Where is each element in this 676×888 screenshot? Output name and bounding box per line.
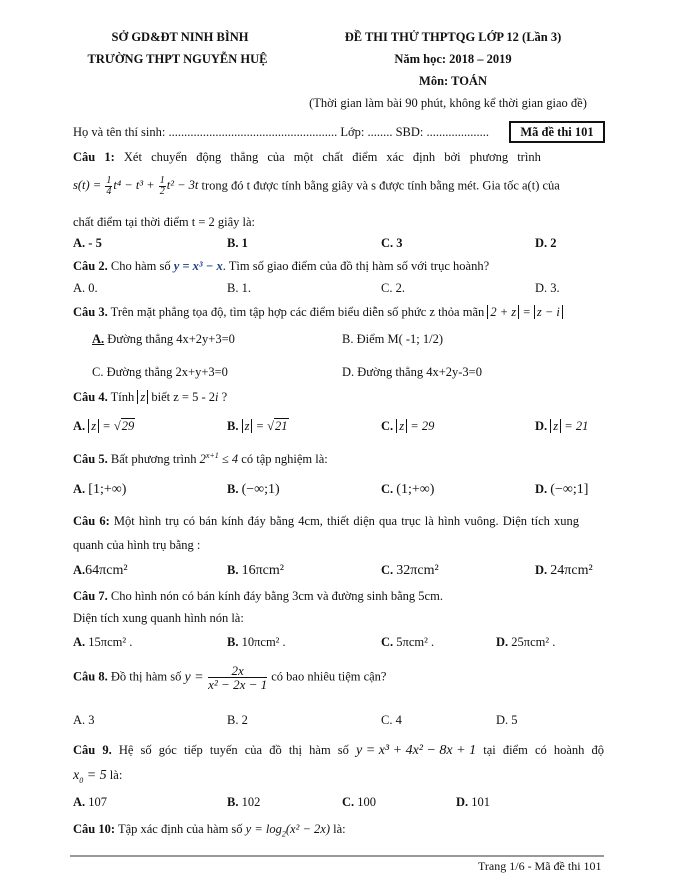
q9-option-c: C. 100 xyxy=(342,795,377,809)
q7-option-b: B. 10πcm² . xyxy=(227,635,286,649)
q4-option-a: A. z = √29 xyxy=(73,419,135,433)
q9-equation: y = x³ + 4x² − 8x + 1 xyxy=(356,743,477,758)
q9-option-a: A. 107 xyxy=(73,795,108,809)
q8-option-a: A. 3 xyxy=(73,713,95,727)
q8-option-d: D. 5 xyxy=(496,713,518,727)
q2-equation: y = x³ − x xyxy=(173,259,223,273)
q3-option-d: D. Đường thẳng 4x+2y-3=0 xyxy=(342,365,482,379)
q7-option-d: D. 25πcm² . xyxy=(496,635,556,649)
q1-option-a: A. - 5 xyxy=(73,236,102,250)
question-6-line1: Câu 6: Một hình trụ có bán kính đáy bằng 4cm, thiết diện qua trục là hình vuông. Diện tích xung xyxy=(73,514,580,528)
q2-option-a: A. 0. xyxy=(73,281,98,295)
q5-option-d: D. (−∞;1] xyxy=(535,482,589,497)
question-1-line2: s(t) = $\frac{1}{4}$ t⁴ − t³ + $\frac{1}{2}$ t² − 3t trong đó t được tính bằng giây và s được tính bằng mét. Gia tốc a(t) của xyxy=(73,175,560,197)
q3-option-c: C. Đường thẳng 2x+y+3=0 xyxy=(92,365,228,379)
time-note: (Thời gian làm bài 90 phút, không kể thời gian giao đề) xyxy=(309,96,587,110)
q7-option-a: A. 15πcm² . xyxy=(73,635,133,649)
q7-option-c: C. 5πcm² . xyxy=(381,635,435,649)
q5-option-a: A. [1;+∞) xyxy=(73,482,127,497)
q2-option-d: D. 3. xyxy=(535,281,560,295)
q9-option-b: B. 102 xyxy=(227,795,261,809)
q6-option-c: C. 32πcm² xyxy=(381,563,439,578)
q5-equation: $2^{x+1} \le 4$ xyxy=(199,451,239,467)
q3-equation: 2 + z = z − i xyxy=(487,305,563,319)
question-2: Câu 2. Cho hàm số y = x³ − x. Tìm số giao điểm của đồ thị hàm số với trục hoành? xyxy=(73,259,490,273)
q3-option-b: B. Điểm M( -1; 1/2) xyxy=(342,332,444,346)
page-footer: Trang 1/6 - Mã đề thi 101 xyxy=(478,859,602,873)
question-9-line2: $x_0 = 5$ là: xyxy=(73,768,123,785)
school-year: Năm học: 2018 – 2019 xyxy=(394,52,512,66)
question-7-line2: Diện tích xung quanh hình nón là: xyxy=(73,611,244,625)
q8-option-b: B. 2 xyxy=(227,713,248,727)
question-1-line3: chất điểm tại thời điểm t = 2 giây là: xyxy=(73,215,256,229)
q4-option-d: D. z = 21 xyxy=(535,419,589,433)
q6-option-a: A.64πcm² xyxy=(73,563,128,578)
q2-option-c: C. 2. xyxy=(381,281,405,295)
question-6-line2: quanh của hình trụ bằng : xyxy=(73,538,201,552)
footer-divider xyxy=(70,855,604,857)
exam-title: ĐỀ THI THỬ THPTQG LỚP 12 (Lần 3) xyxy=(344,30,562,44)
department-name: SỞ GD&ĐT NINH BÌNH xyxy=(111,30,249,44)
school-name: TRƯỜNG THPT NGUYỄN HUỆ xyxy=(87,52,268,66)
q1-equation: s(t) = $\frac{1}{4}$ t⁴ − t³ + $\frac{1}{2}$ t² − 3t xyxy=(73,175,199,197)
student-name-field: Họ và tên thí sinh: ...................................................... Lớp: ........ SBD: .................... xyxy=(73,125,489,139)
q4-option-c: C. z = 29 xyxy=(381,419,435,433)
q9-option-d: D. 101 xyxy=(456,795,491,809)
question-8: Câu 8. Đồ thị hàm số y = $\frac{2x}{\text{x² − 2x − 1}}$ có bao nhiêu tiệm cận? xyxy=(73,663,387,692)
q10-equation: $y = \log_2(x^2 - 2x)$ xyxy=(245,822,330,839)
question-3: Câu 3. Trên mặt phẳng tọa độ, tìm tập hợp các điểm biểu diễn số phức z thỏa mãn 2 + z = z − i xyxy=(73,305,563,319)
q3-option-a: A. Đường thẳng 4x+2y+3=0 xyxy=(92,332,235,346)
question-10: Câu 10: Tập xác định của hàm số $y = \log_2(x^2 - 2x)$ là: xyxy=(73,822,346,839)
q5-option-c: C. (1;+∞) xyxy=(381,482,435,497)
q1-option-c: C. 3 xyxy=(381,236,403,250)
q6-option-b: B. 16πcm² xyxy=(227,563,284,578)
q8-option-c: C. 4 xyxy=(381,713,402,727)
question-9-line1: Câu 9. Hệ số góc tiếp tuyến của đồ thị hàm số y = x³ + 4x² − 8x + 1 tại điểm có hoành độ xyxy=(73,743,605,758)
question-4: Câu 4. Tính z biết z = 5 - 2i ? xyxy=(73,390,228,404)
q4-option-b: B. z = √21 xyxy=(227,419,288,433)
question-5: Câu 5. Bất phương trình $2^{x+1} \le 4$ có tập nghiệm là: xyxy=(73,451,328,467)
subject: Môn: TOÁN xyxy=(419,74,487,88)
q2-option-b: B. 1. xyxy=(227,281,251,295)
question-7-line1: Câu 7. Cho hình nón có bán kính đáy bằng 3cm và đường sinh bằng 5cm. xyxy=(73,589,443,603)
question-1-line1: Câu 1: Xét chuyển động thẳng của một chất điểm xác định bởi phương trình xyxy=(73,150,541,164)
q6-option-d: D. 24πcm² xyxy=(535,563,593,578)
q1-option-d: D. 2 xyxy=(535,236,557,250)
q1-option-b: B. 1 xyxy=(227,236,248,250)
q5-option-b: B. (−∞;1) xyxy=(227,482,280,497)
q8-equation: y = $\frac{2x}{\text{x² − 2x − 1}}$ xyxy=(184,663,268,692)
exam-code-box: Mã đề thi 101 xyxy=(509,121,605,143)
